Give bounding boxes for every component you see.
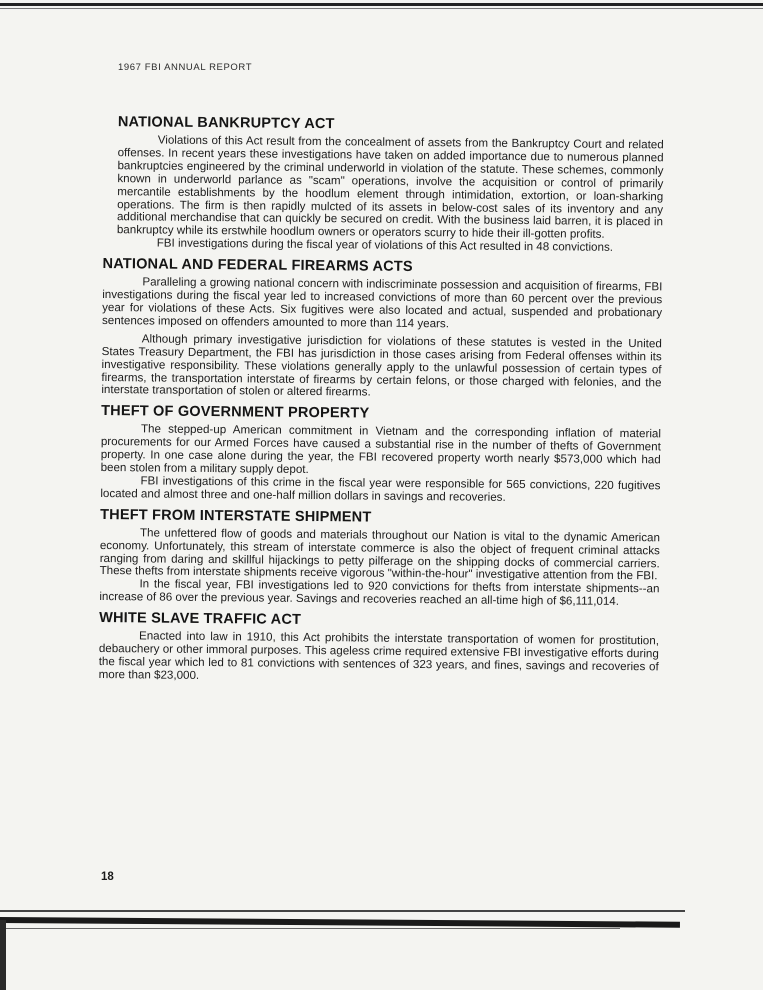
section-heading: NATIONAL BANKRUPTCY ACT: [117, 114, 335, 133]
paragraph: FBI investigations during the fiscal year of violations of this Act resulted in 48 convictions.: [156, 236, 614, 255]
section-heading: THEFT FROM INTERSTATE SHIPMENT: [100, 506, 372, 526]
paragraph: The unfettered flow of goods and materials throughout our Nation is vital to the dynamic American economy. Unfortunately, this stream of interstate commerce is also the object of frequent criminal attacks ranging from daring and skillful hijackings to petty pilferage on the shipping docks of commercial carriers. These thefts from interstate shipments receive vigorous "within-the-hour" investigative attention from the FBI.: [99, 526, 661, 583]
section-white-slave-traffic-act: [99, 610, 660, 687]
paragraph: Violations of this Act result from the concealment of assets from the Bankruptcy Court and related offenses. In recent years these investigations have taken on added importance due to numerous planned bankruptcies engineered by the criminal underworld in violation of the statute. These schemes, commonly known in underworld parlance as "scam" operations, involve the acquisition or control of primarily mercantile establishments by the hoodlum element through intimidation, extortion, or loan-sharking operations. The firm is then rapidly mulcted of its assets in below-cost sales of its inventory and any additional merchandise that can quickly be secured on credit. With the business laid barren, it is placed in bankruptcy while its erstwhile hoodlum owners or operators scurry to hide their ill-gotten profits.: [116, 133, 664, 242]
paragraph: Although primary investigative jurisdiction for violations of these statutes is vested in the United States Treasury Department, the FBI has jurisdiction in those cases arising from Federal offenses within its investigative responsibility. These violations generally apply to the unlawful possession of certain types of firearms, the transportation interstate of firearms by certain felons, or those charged with felonies, and the interstate transportation of stolen or altered firearms.: [101, 332, 662, 399]
section-theft-from-interstate-shipment: [99, 507, 660, 610]
page-number: 18: [101, 871, 114, 883]
section-heading: WHITE SLAVE TRAFFIC ACT: [99, 610, 302, 629]
page-body: [98, 114, 663, 693]
paragraph: Paralleling a growing national concern with indiscriminate possession and acquisition of firearms, FBI investigations during the fiscal year led to increased convictions of more than 60 percent over the previous year for violations of these Acts. Six fugitives were also located and actual, suspended and probationary sentences imposed on offenders amounted to more than 114 years.: [101, 275, 663, 331]
paragraph: In the fiscal year, FBI investigations led to 920 convictions for thefts from interstate shipments--an increase of 86 over the previous year. Savings and recoveries reached an all-time high of $6,111,014.: [99, 577, 660, 609]
bottom-border-rules: [0, 900, 763, 990]
section-national-bankruptcy-act: [117, 114, 664, 255]
section-firearms-acts: [101, 256, 662, 403]
section-heading: NATIONAL AND FEDERAL FIREARMS ACTS: [102, 256, 413, 276]
section-theft-of-government-property: [100, 403, 661, 506]
running-head: 1967 FBI ANNUAL REPORT: [118, 62, 253, 73]
paragraph: Enacted into law in 1910, this Act prohibits the interstate transportation of women for prostitution, debauchery or other immoral purposes. This ageless crime required extensive FBI investigative efforts during the fiscal year which led to 81 convictions with sentences of 323 years, and fines, savings and recoveries of more than $23,000.: [98, 629, 660, 682]
paragraph: FBI investigations of this crime in the fiscal year were responsible for 565 convictions, 220 fugitives located and almost three and one-half million dollars in savings and recoveries.: [100, 474, 661, 504]
paragraph: The stepped-up American commitment in Vietnam and the corresponding inflation of material procurements for our Armed Forces have caused a substantial rise in the number of thefts of Government property. In one case alone during the year, the FBI recovered property worth nearly $573,000 which had been stolen from a military supply depot.: [100, 422, 662, 477]
section-heading: THEFT OF GOVERNMENT PROPERTY: [101, 403, 370, 422]
top-border-rule: [0, 0, 763, 10]
